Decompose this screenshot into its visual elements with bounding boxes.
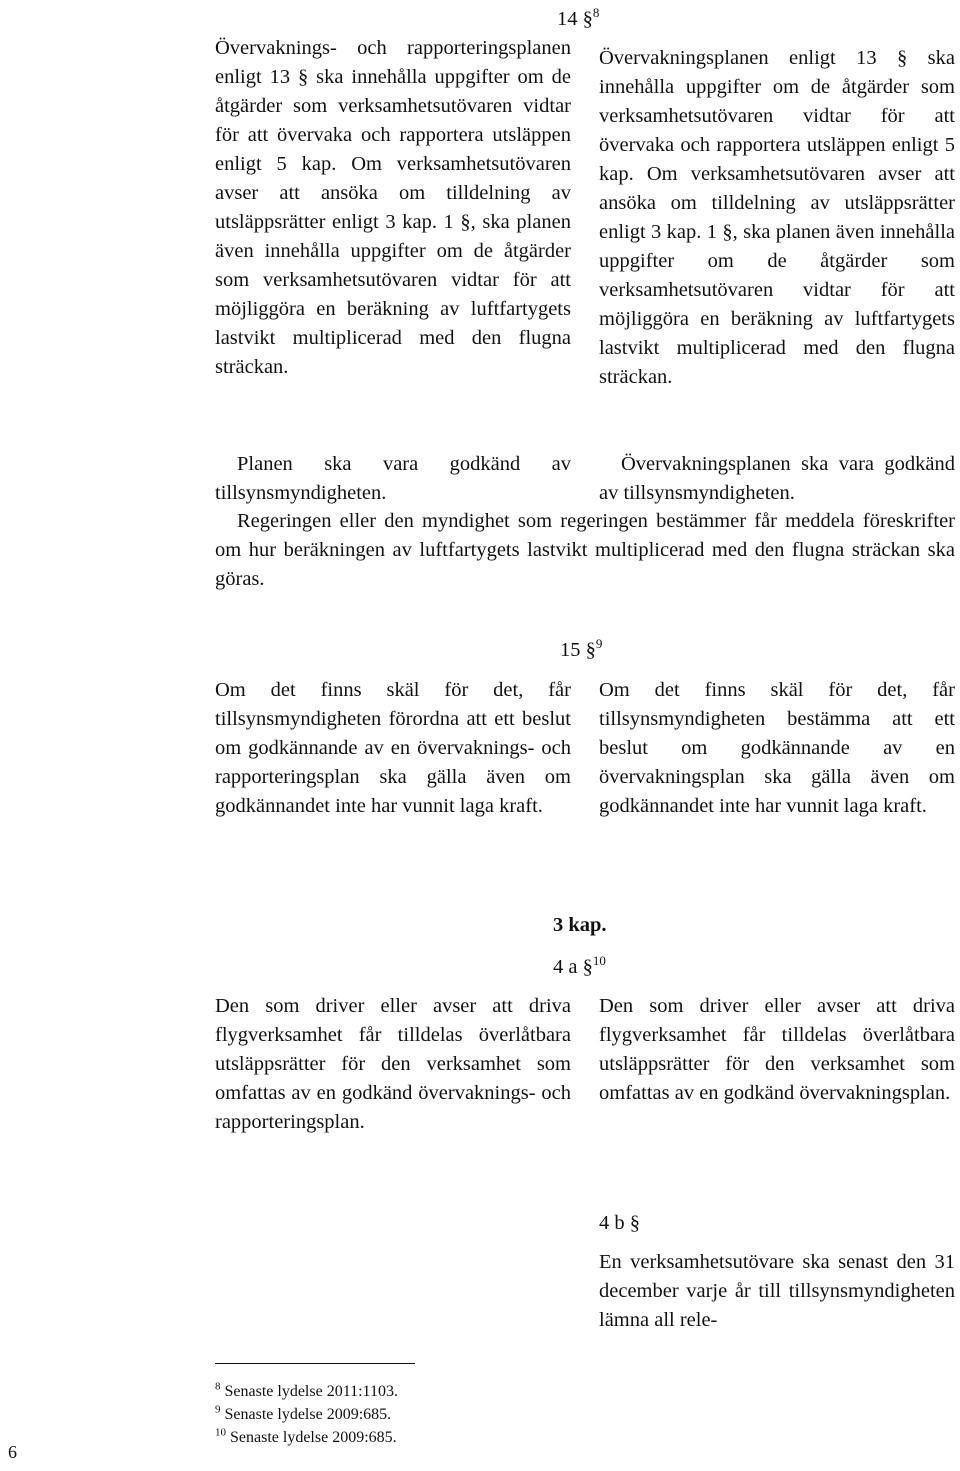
section-4b-proposed-text: En verksamhetsutövare ska senast den 31 december varje år till tillsynsmyndigheten lämna all rele- [599,1251,955,1331]
section-14-proposed-text: Övervakningsplanen enligt 13 § ska innehålla uppgifter om de åtgärder som verksamhetsutövaren vidtar för att övervaka och rapportera utsläppen enligt 5 kap. Om verksamhetsutövaren avser att ansöka om tilldelning av utsläppsrätter enligt 3 kap. 1 §, ska planen även innehålla uppgifter om de åtgärder som verksamhetsutövaren vidtar för att möjliggöra en beräkning av luftfartygets lastvikt multiplicerad med den flugna sträckan. [599,47,955,388]
section-4a-heading [553,953,606,982]
footnote-text: Senaste lydelse 2009:685. [230,1429,397,1446]
section-mark: § [582,8,593,30]
section-14-proposed-approval: Övervakningsplanen ska vara godkänd av tillsynsmyndigheten. [599,453,955,504]
section-number: 14 [557,8,578,30]
section-mark: § [582,956,593,978]
section-14-heading [557,5,599,34]
footnote-number: 8 [215,1380,221,1393]
section-14-current-approval: Planen ska vara godkänd av tillsynsmyndigheten. [215,453,571,504]
footnote-text: Senaste lydelse 2011:1103. [224,1383,398,1400]
section-number: 4 b [599,1212,625,1234]
section-mark: § [585,639,596,661]
footnote-text: Senaste lydelse 2009:685. [224,1406,392,1423]
chapter-title: 3 kap. [553,914,607,936]
footnote [215,1405,391,1425]
section-number: 15 [560,639,581,661]
section-number: 4 a [553,956,578,978]
footnote-ref: 10 [592,953,606,969]
section-14-current-text: Övervaknings- och rapporteringsplanen enligt 13 § ska innehålla uppgifter om de åtgärder som verksamhetsutövaren vidtar för att övervaka och rapportera utsläppen enligt 5 kap. Om verksamhetsutövaren avser att ansöka om tilldelning av utsläppsrätter enligt 3 kap. 1 §, ska planen även innehålla uppgifter om de åtgärder som verksamhetsutövaren vidtar för att möjliggöra en beräkning av luftfartygets lastvikt multiplicerad med den flugna sträckan. [215,37,571,378]
section-15-current-text: Om det finns skäl för det, får tillsynsmyndigheten förordna att ett beslut om godkännande av en övervaknings- och rapporteringsplan ska gälla även om godkännandet inte har vunnit laga kraft. [215,679,571,817]
footnote [215,1382,398,1402]
footnote [215,1428,397,1448]
footnote-ref: 9 [595,636,603,652]
page-number: 6 [8,1442,17,1462]
footnote-separator [215,1363,415,1364]
footnote-number: 10 [215,1426,226,1439]
section-4a-current-text: Den som driver eller avser att driva flygverksamhet får tilldelas överlåtbara utsläppsrätter för den verksamhet som omfattas av en godkänd övervaknings- och rapporteringsplan. [215,995,571,1133]
footnote-number: 9 [215,1403,221,1416]
section-15-heading [560,636,602,665]
footnote-ref: 8 [592,5,600,21]
section-15-proposed-text: Om det finns skäl för det, får tillsynsmyndigheten bestämma att ett beslut om godkännande av en övervakningsplan ska gälla även om godkännandet inte har vunnit laga kraft. [599,679,955,817]
section-mark: § [629,1212,640,1234]
section-14-regulation-text: Regeringen eller den myndighet som regeringen bestämmer får meddela föreskrifter om hur beräkningen av luftfartygets lastvikt multiplicerad med den flugna sträckan ska göras. [215,510,955,590]
section-4b-heading [599,1209,640,1238]
section-4a-proposed-text: Den som driver eller avser att driva flygverksamhet får tilldelas överlåtbara utsläppsrätter för den verksamhet som omfattas av en godkänd övervakningsplan. [599,995,955,1104]
